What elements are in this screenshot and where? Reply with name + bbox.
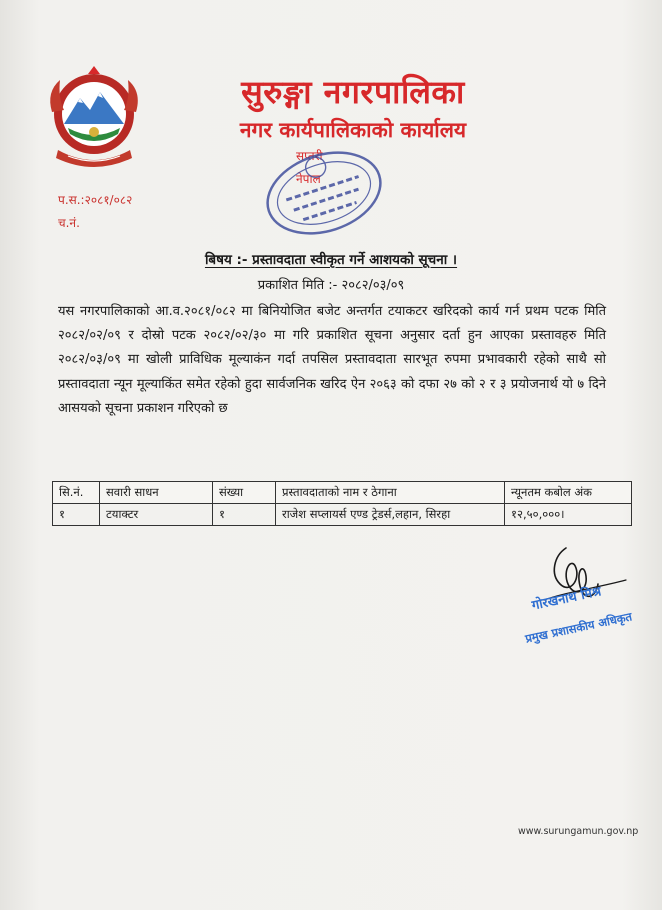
signatory-title: प्रमुख प्रशासकीय अधिकृत: [524, 609, 634, 646]
bidder-table: [52, 481, 632, 526]
address-country: नेपाल: [296, 172, 321, 186]
col-header-quantity: संख्या: [213, 482, 276, 504]
letter-reference-number: प.स.:२०८१/०८२: [58, 193, 133, 207]
cell-quantity: १: [213, 504, 276, 526]
notice-subject: [0, 250, 662, 268]
col-header-amount: न्यूनतम कबोल अंक: [505, 482, 632, 504]
address-district: सप्तरी: [296, 149, 323, 163]
signatory-name: गोरखनाथ मिश्र: [530, 584, 603, 614]
office-name: नगर कार्यपालिकाको कार्यालय: [239, 118, 467, 142]
office-stamp: [256, 138, 392, 248]
notice-subject-text: बिषय :- प्रस्तावदाता स्वीकृत गर्ने आशयको सूचना ।: [204, 252, 458, 268]
table-row: [53, 504, 632, 526]
cell-vehicle: टयाक्टर: [100, 504, 213, 526]
municipality-name: सुरुङ्गा नगरपालिका: [241, 73, 465, 111]
website-url: www.surungamun.gov.np: [518, 826, 639, 837]
cell-bidder: राजेश सप्लायर्स एण्ड ट्रेडर्स,लहान, सिरहा: [276, 504, 505, 526]
notice-body: यस नगरपालिकाको आ.व.२०८१/०८२ मा बिनियोजित बजेट अन्तर्गत टयाकटर खरिदको कार्य गर्न प्रथम पटक मिति २०८२/०२/०९ र दोस्रो पटक २०८२/०२/३० मा गरि प्रकाशित सूचना अनुसार दर्ता हुन आएका प्रस्तावहरु मिति २०८२/०३/०९ मा खोली प्राविधिक मूल्याकंन गर्दा तपसिल प्रस्तावदाता सारभूत रुपमा प्रभावकारी रहेको साथै सो प्रस्तावदाता न्यून मूल्याकिंत समेत रहेको हुदा सार्वजनिक खरिद ऐन २०६३ को दफा २७ को २ र ३ प्रयोजनार्थ यो ७ दिने आसयको सूचना प्रकाशन गरिएको छ: [58, 304, 606, 416]
published-date: प्रकाशित मिति :- २०८२/०३/०९: [257, 278, 405, 293]
cell-serial: १: [53, 504, 100, 526]
dispatch-number: च.नं.: [58, 216, 80, 230]
nepal-emblem-logo: [38, 62, 150, 174]
cell-amount: १२,५०,०००।: [505, 504, 632, 526]
col-header-bidder: प्रस्तावदाताको नाम र ठेगाना: [276, 482, 505, 504]
col-header-vehicle: सवारी साधन: [100, 482, 213, 504]
table-header-row: [53, 482, 632, 504]
col-header-serial: सि.नं.: [53, 482, 100, 504]
